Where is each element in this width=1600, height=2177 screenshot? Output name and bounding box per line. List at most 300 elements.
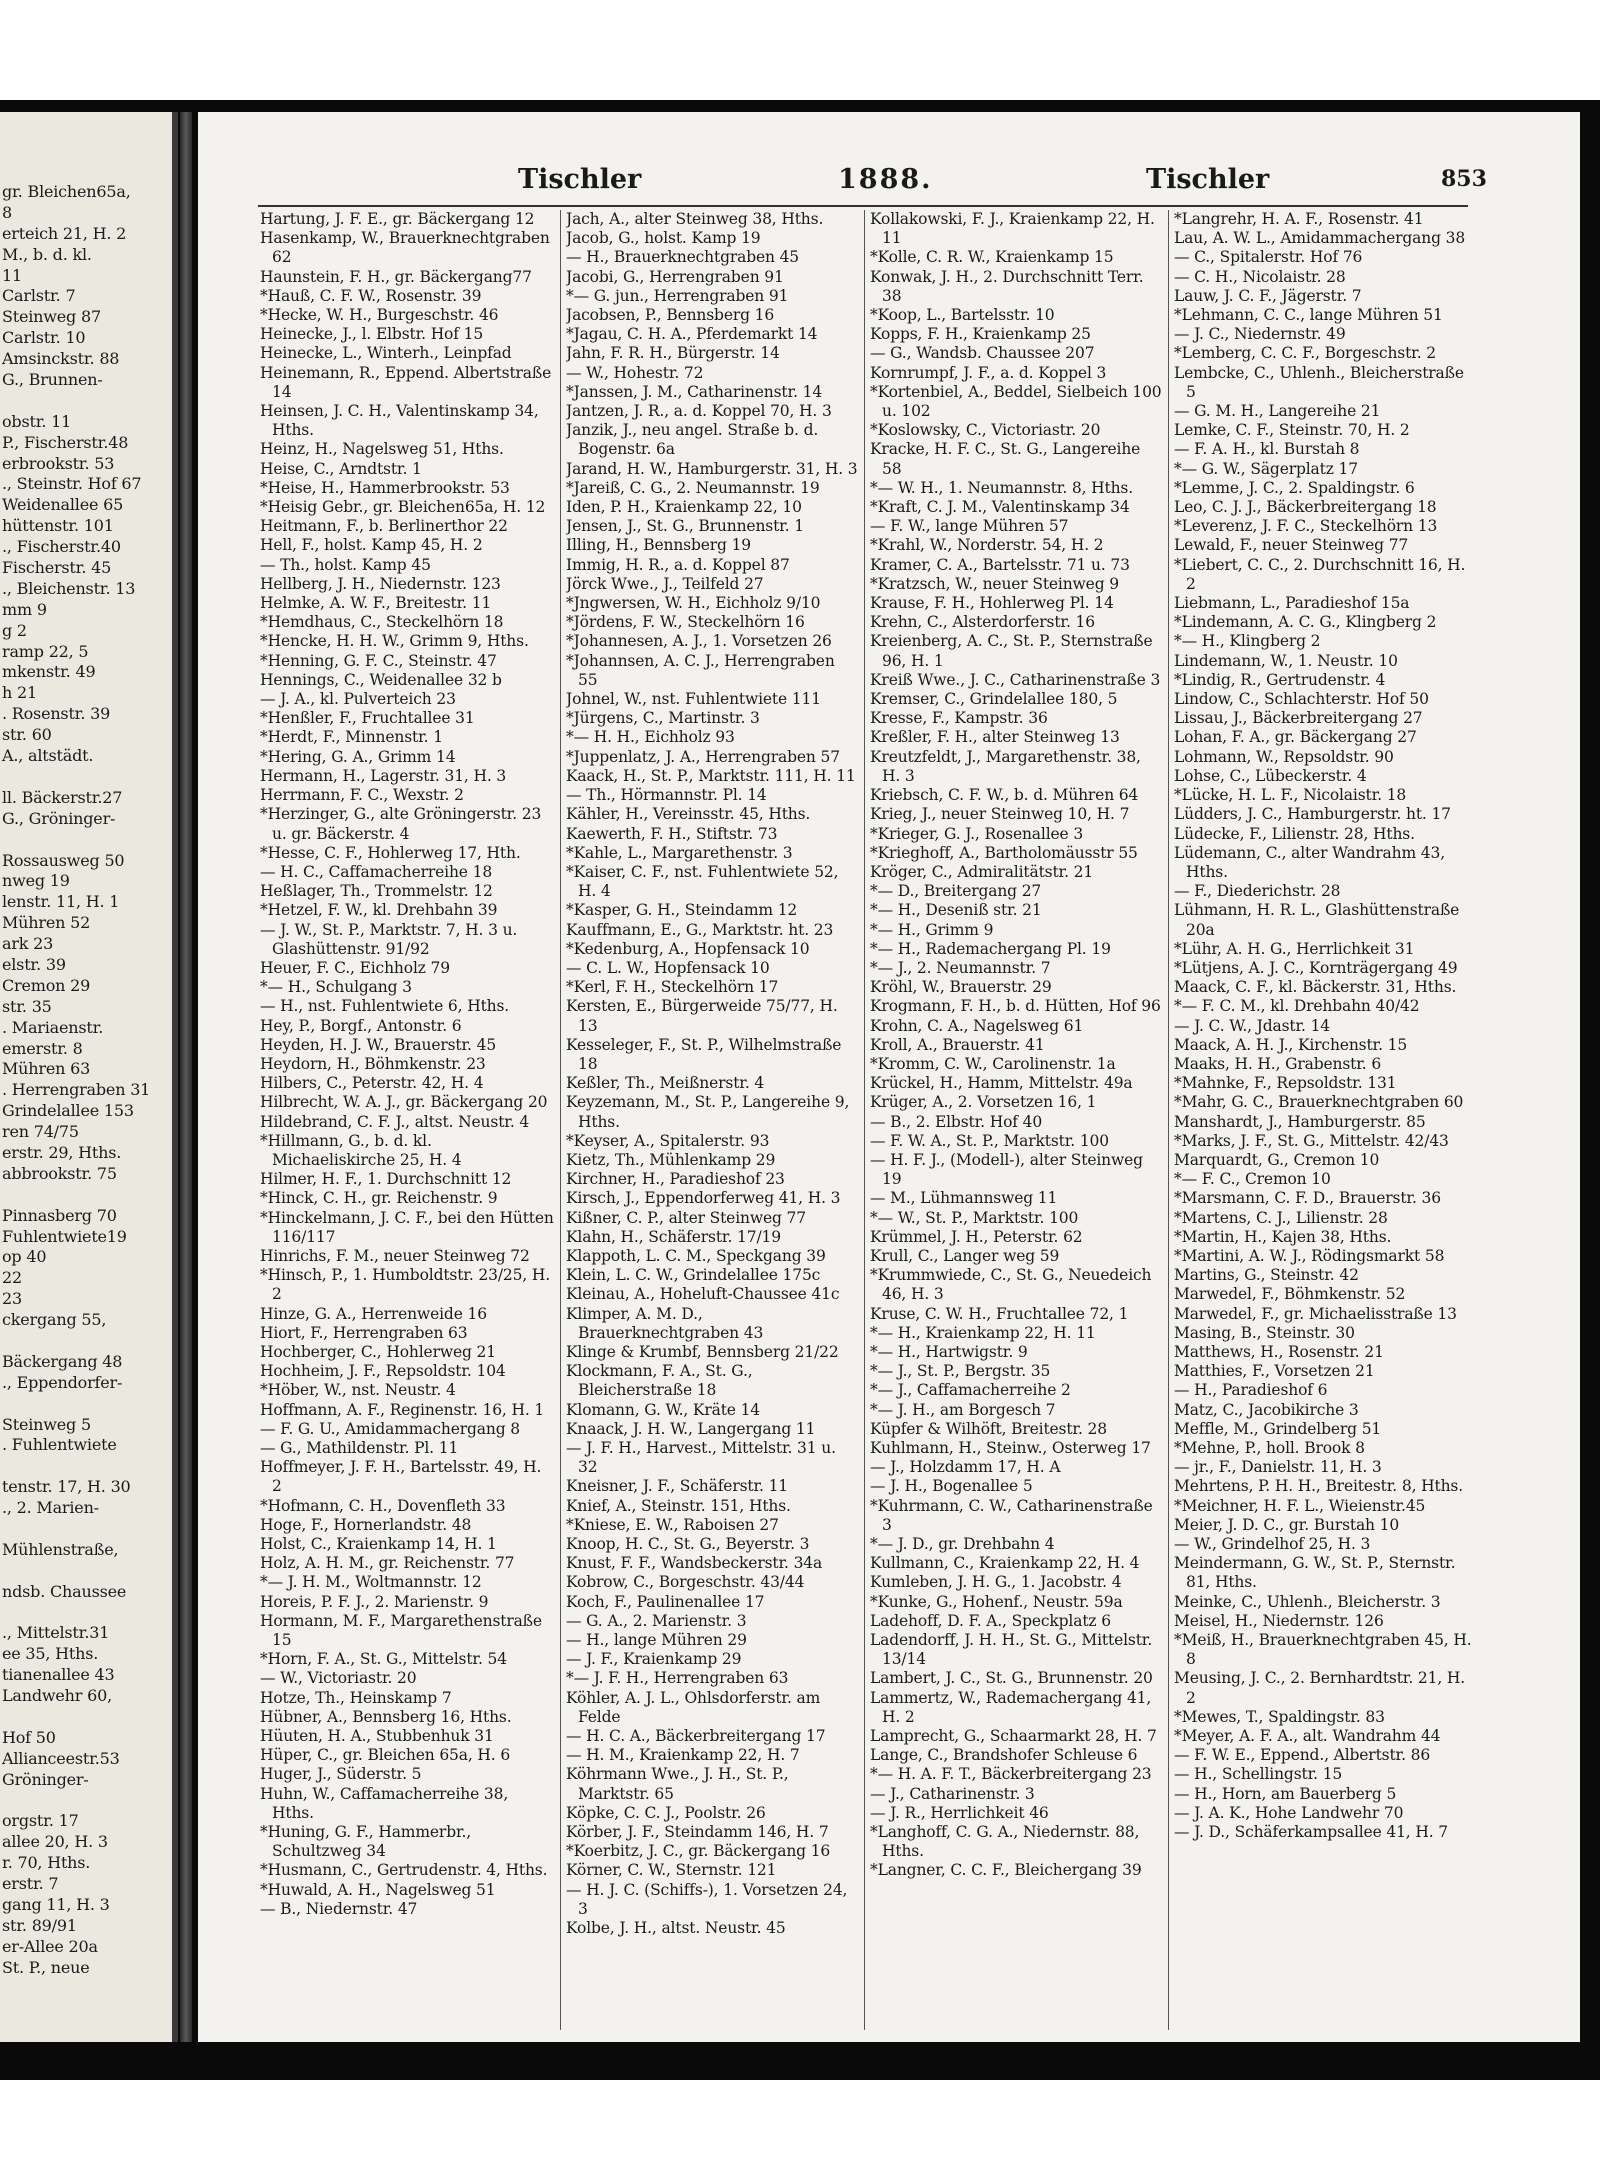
left-page-line: Mühlenstraße,: [2, 1539, 119, 1559]
left-page-line: ll. Bäckerstr.27: [2, 787, 123, 807]
directory-entry: — H. C. A., Bäckerbreitergang 17: [566, 1727, 826, 1746]
directory-entry: Kopps, F. H., Kraienkamp 25: [870, 325, 1091, 344]
left-page-line: ., Eppendorfer-: [2, 1372, 123, 1392]
directory-entry: *Koop, L., Bartelsstr. 10: [870, 306, 1055, 325]
directory-entry: Lissau, J., Bäckerbreitergang 27: [1174, 709, 1423, 728]
directory-entry: Maack, C. F., kl. Bäckerstr. 31, Hths.: [1174, 978, 1457, 997]
directory-entry: Krause, F. H., Hohlerweg Pl. 14: [870, 594, 1114, 613]
scan-edge: [1580, 112, 1600, 2042]
directory-entry: *— J., Caffamacherreihe 2: [870, 1381, 1071, 1400]
directory-entry: Jörck Wwe., J., Teilfeld 27: [566, 574, 764, 593]
directory-entry: Lembcke, C., Uhlenh., Bleicherstraße 5: [1174, 363, 1464, 401]
directory-entry: Hermann, H., Lagerstr. 31, H. 3: [260, 766, 507, 785]
directory-entry: Heitmann, F., b. Berlinerthor 22: [260, 517, 508, 536]
directory-entry: *Mahnke, F., Repsoldstr. 131: [1174, 1074, 1397, 1093]
left-page-line: . Rosenstr. 39: [2, 704, 111, 724]
directory-entry: *Hetzel, F. W., kl. Drehbahn 39: [260, 901, 498, 920]
directory-entry: *Krieghoff, A., Bartholomäusstr 55: [870, 843, 1138, 862]
left-page-line: Gröninger-: [2, 1769, 89, 1789]
directory-entry: Jahn, F. R. H., Bürgerstr. 14: [566, 344, 780, 363]
directory-entry: Marwedel, F., gr. Michaelisstraße 13: [1174, 1304, 1457, 1323]
entry-column-4: [1174, 210, 1476, 2030]
directory-entry: *Jördens, F. W., Steckelhörn 16: [566, 613, 805, 632]
directory-entry: *Johannesen, A. J., 1. Vorsetzen 26: [566, 632, 832, 651]
directory-entry: *Lindemann, A. C. G., Klingberg 2: [1174, 613, 1437, 632]
directory-entry: Lühmann, H. R. L., Glashüttenstraße 20a: [1174, 901, 1460, 939]
left-page-line: ., Fischerstr.40: [2, 537, 121, 557]
directory-entry: Lindemann, W., 1. Neustr. 10: [1174, 651, 1398, 670]
directory-entry: *Johannsen, A. C. J., Herrengraben 55: [566, 651, 835, 689]
left-page-line: [0, 1331, 172, 1352]
left-page-line: [0, 830, 172, 851]
directory-entry: Leo, C. J. J., Bäckerbreitergang 18: [1174, 498, 1437, 517]
directory-page: [198, 112, 1580, 2042]
directory-entry: — B., 2. Elbstr. Hof 40: [870, 1112, 1043, 1131]
directory-entry: *Marsmann, C. F. D., Brauerstr. 36: [1174, 1189, 1441, 1208]
left-page-line: [0, 1519, 172, 1540]
directory-entry: *Herdt, F., Minnenstr. 1: [260, 728, 443, 747]
left-page-line: Mühren 52: [2, 913, 91, 933]
directory-entry: *Jürgens, C., Martinstr. 3: [566, 709, 760, 728]
directory-entry: Maaks, H. H., Grabenstr. 6: [1174, 1054, 1382, 1073]
directory-entry: Krüger, A., 2. Vorsetzen 16, 1: [870, 1093, 1097, 1112]
left-page-line: G., Gröninger-: [2, 808, 116, 828]
directory-entry: Helmke, A. W. F., Breitestr. 11: [260, 594, 492, 613]
directory-entry: — Th., Hörmannstr. Pl. 14: [566, 786, 767, 805]
directory-entry: Kresse, F., Kampstr. 36: [870, 709, 1048, 728]
left-page-line: ndsb. Chaussee: [2, 1581, 127, 1601]
left-page-line: 23: [2, 1289, 22, 1309]
left-page-line: Fischerstr. 45: [2, 558, 112, 578]
directory-entry: Hennings, C., Weidenallee 32 b: [260, 670, 502, 689]
left-page-line: str. 60: [2, 725, 52, 745]
directory-entry: Köhler, A. J. L., Ohlsdorferstr. am Felde: [566, 1688, 821, 1726]
directory-entry: Lange, C., Brandshofer Schleuse 6: [870, 1746, 1138, 1765]
left-page-line: [0, 1394, 172, 1415]
directory-entry: Meusing, J. C., 2. Bernhardtstr. 21, H. 2: [1174, 1669, 1466, 1707]
directory-entry: Kollakowski, F. J., Kraienkamp 22, H. 11: [870, 210, 1155, 248]
directory-entry: Krogmann, F. H., b. d. Hütten, Hof 96: [870, 997, 1161, 1016]
directory-entry: — C., Spitalerstr. Hof 76: [1174, 248, 1363, 267]
left-page-line: Hof 50: [2, 1727, 56, 1747]
column-divider: [1168, 210, 1169, 2030]
directory-entry: *Lücke, H. L. F., Nicolaistr. 18: [1174, 786, 1407, 805]
left-page-line: obstr. 11: [2, 411, 72, 431]
directory-entry: — H. C., Caffamacherreihe 18: [260, 862, 493, 881]
directory-entry: Köhrmann Wwe., J. H., St. P., Marktstr. 65: [566, 1765, 789, 1803]
directory-entry: — H., Paradieshof 6: [1174, 1381, 1328, 1400]
directory-entry: — F. W. E., Eppend., Albertstr. 86: [1174, 1746, 1431, 1765]
directory-entry: Kobrow, C., Borgeschstr. 43/44: [566, 1573, 805, 1592]
directory-entry: *Juppenlatz, J. A., Herrengraben 57: [566, 747, 840, 766]
directory-entry: Kremser, C., Grindelallee 180, 5: [870, 690, 1118, 709]
left-page-line: Rossausweg 50: [2, 850, 125, 870]
directory-entry: *— D., Breitergang 27: [870, 882, 1042, 901]
directory-entry: Kietz, Th., Mühlenkamp 29: [566, 1150, 776, 1169]
directory-entry: Hübner, A., Bennsberg 16, Hths.: [260, 1707, 512, 1726]
left-page-line: [0, 1707, 172, 1728]
directory-entry: *Horn, F. A., St. G., Mittelstr. 54: [260, 1650, 507, 1669]
left-page-fragment: [0, 112, 178, 2042]
left-page-line: M., b. d. kl.: [2, 244, 92, 264]
directory-entry: *— H., Rademachergang Pl. 19: [870, 939, 1111, 958]
left-page-line: Pinnasberg 70: [2, 1205, 117, 1225]
directory-entry: — H., Horn, am Bauerberg 5: [1174, 1784, 1397, 1803]
left-page-line: erstr. 7: [2, 1874, 59, 1894]
left-page-line: Weidenallee 65: [2, 495, 124, 515]
directory-entry: — G., Mathildenstr. Pl. 11: [260, 1439, 459, 1457]
left-page-line: r. 70, Hths.: [2, 1853, 91, 1873]
left-page-line: . Mariaenstr.: [2, 1017, 104, 1037]
directory-entry: *Marks, J. F., St. G., Mittelstr. 42/43: [1174, 1131, 1449, 1150]
directory-entry: *— W., St. P., Marktstr. 100: [870, 1208, 1079, 1227]
directory-entry: — J. R., Herrlichkeit 46: [870, 1803, 1049, 1822]
directory-entry: Jacobsen, P., Bennsberg 16: [566, 306, 775, 325]
directory-entry: — J. C. W., Jdastr. 14: [1174, 1016, 1330, 1035]
directory-entry: Kröger, C., Admiralitätstr. 21: [870, 862, 1094, 881]
directory-entry: Huger, J., Süderstr. 5: [260, 1765, 422, 1784]
directory-entry: Hilbrecht, W. A. J., gr. Bäckergang 20: [260, 1093, 548, 1112]
directory-entry: Holz, A. H. M., gr. Reichenstr. 77: [260, 1554, 515, 1573]
directory-entry: Hilbers, C., Peterstr. 42, H. 4: [260, 1074, 484, 1093]
directory-entry: Matz, C., Jacobikirche 3: [1174, 1400, 1359, 1419]
directory-entry: *Meyer, A. F. A., alt. Wandrahm 44: [1174, 1727, 1441, 1746]
directory-entry: Köpke, C. C. J., Poolstr. 26: [566, 1803, 766, 1822]
directory-entry: Hartung, J. F. E., gr. Bäckergang 12: [260, 210, 535, 228]
directory-entry: *Lindig, R., Gertrudenstr. 4: [1174, 670, 1386, 689]
directory-entry: — J. A. K., Hohe Landwehr 70: [1174, 1803, 1404, 1822]
left-page-line: ., Mittelstr.31: [2, 1623, 110, 1643]
left-page-line: Carlstr. 7: [2, 286, 76, 306]
book-gutter: [180, 112, 192, 2042]
left-page-line: 11: [2, 265, 22, 285]
directory-entry: *Kortenbiel, A., Beddel, Sielbeich 100 u. 102: [870, 382, 1162, 421]
directory-entry: Jacob, G., holst. Kamp 19: [566, 229, 761, 248]
directory-entry: *— H., Grimm 9: [870, 920, 994, 939]
left-page-line: [0, 767, 172, 788]
directory-entry: Hüuten, H. A., Stubbenhuk 31: [260, 1727, 494, 1746]
directory-entry: *— H. A. F. T., Bäckerbreitergang 23: [870, 1765, 1152, 1784]
directory-entry: Klahn, H., Schäferstr. 17/19: [566, 1227, 781, 1246]
directory-entry: Kroll, A., Brauerstr. 41: [870, 1035, 1045, 1054]
directory-entry: — F. A. H., kl. Burstah 8: [1174, 440, 1360, 459]
directory-entry: *— H., Kraienkamp 22, H. 11: [870, 1323, 1096, 1342]
directory-entry: Ladehoff, D. F. A., Speckplatz 6: [870, 1611, 1111, 1630]
directory-entry: Kleinau, A., Hoheluft-Chaussee 41c: [566, 1285, 840, 1304]
directory-entry: — W., Hohestr. 72: [566, 363, 704, 382]
directory-entry: Hochheim, J. F., Repsoldstr. 104: [260, 1362, 506, 1381]
directory-entry: Hoge, F., Hornerlandstr. 48: [260, 1515, 472, 1534]
directory-entry: Kreiß Wwe., J. C., Catharinenstraße 3: [870, 670, 1161, 689]
directory-entry: Iden, P. H., Kraienkamp 22, 10: [566, 498, 802, 517]
directory-entry: Kauffmann, E., G., Marktstr. ht. 23: [566, 920, 834, 939]
directory-entry: Kneisner, J. F., Schäferstr. 11: [566, 1477, 789, 1496]
directory-entry: *— H., Klingberg 2: [1174, 632, 1321, 651]
directory-entry: Knief, A., Steinstr. 151, Hths.: [566, 1496, 791, 1515]
directory-entry: Kracke, H. F. C., St. G., Langereihe 58: [870, 440, 1141, 478]
directory-entry: *Kromm, C. W., Carolinenstr. 1a: [870, 1054, 1116, 1073]
directory-entry: — H., lange Mühren 29: [566, 1631, 747, 1650]
directory-entry: — J. C., Niedernstr. 49: [1174, 325, 1346, 344]
directory-entry: Heinecke, L., Winterh., Leinpfad: [260, 344, 512, 363]
directory-entry: — H., nst. Fuhlentwiete 6, Hths.: [260, 997, 510, 1016]
directory-entry: *Husmann, C., Gertrudenstr. 4, Hths.: [260, 1861, 548, 1880]
directory-entry: Hoffmeyer, J. F. H., Bartelsstr. 49, H. 2: [260, 1458, 542, 1496]
column-divider: [864, 210, 865, 2030]
left-page-line: Bäckergang 48: [2, 1351, 123, 1371]
directory-entry: Kreienberg, A. C., St. P., Sternstraße 96, H. 1: [870, 632, 1153, 670]
directory-entry: *Langner, C. C. F., Bleichergang 39: [870, 1861, 1142, 1880]
directory-entry: Marquardt, G., Cremon 10: [1174, 1150, 1380, 1169]
directory-entry: *— J. H. M., Woltmannstr. 12: [260, 1573, 482, 1592]
directory-entry: Kullmann, C., Kraienkamp 22, H. 4: [870, 1554, 1140, 1573]
directory-entry: — B., Niedernstr. 47: [260, 1899, 418, 1918]
directory-entry: Krehn, C., Alsterdorferstr. 16: [870, 613, 1095, 632]
directory-entry: Kröhl, W., Brauerstr. 29: [870, 978, 1052, 997]
directory-entry: — jr., F., Danielstr. 11, H. 3: [1174, 1458, 1382, 1477]
directory-entry: Heyden, H. J. W., Brauerstr. 45: [260, 1035, 497, 1054]
left-page-line: [0, 1603, 172, 1624]
directory-entry: Keyzemann, M., St. P., Langereihe 9, Hths.: [566, 1093, 850, 1131]
directory-entry: Hey, P., Borgf., Antonstr. 6: [260, 1016, 462, 1035]
directory-entry: Kesseleger, F., St. P., Wilhelmstraße 18: [566, 1035, 842, 1073]
directory-entry: *Hofmann, C. H., Dovenfleth 33: [260, 1496, 506, 1515]
directory-entry: *Krieger, G. J., Rosenallee 3: [870, 824, 1084, 843]
left-page-line: str. 89/91: [2, 1915, 77, 1935]
directory-entry: *— G. jun., Herrengraben 91: [566, 286, 789, 305]
left-page-line: G., Brunnen-: [2, 370, 103, 390]
directory-entry: — C. L. W., Hopfensack 10: [566, 958, 770, 977]
directory-entry: *Hering, G. A., Grimm 14: [260, 747, 456, 766]
left-page-line: orgstr. 17: [2, 1811, 79, 1831]
directory-entry: *Kerl, F. H., Steckelhörn 17: [566, 978, 779, 997]
directory-entry: Koch, F., Paulinenallee 17: [566, 1592, 765, 1611]
left-page-line: str. 35: [2, 996, 52, 1016]
directory-entry: — F. W., lange Mühren 57: [870, 517, 1069, 536]
directory-entry: *Hencke, H. H. W., Grimm 9, Hths.: [260, 632, 529, 651]
directory-entry: — F., Diederichstr. 28: [1174, 882, 1341, 901]
directory-entry: Kreutzfeldt, J., Margarethenstr. 38, H. 3: [870, 747, 1141, 785]
left-page-line: erbrookstr. 53: [2, 453, 115, 473]
directory-entry: *Lütjens, A. J. C., Kornträgergang 49: [1174, 958, 1458, 977]
directory-entry: Haunstein, F. H., gr. Bäckergang77: [260, 267, 532, 286]
left-page-line: h 21: [2, 683, 37, 703]
left-page-line: ee 35, Hths.: [2, 1644, 99, 1664]
directory-entry: Kolbe, J. H., altst. Neustr. 45: [566, 1919, 786, 1938]
directory-entry: — J. H., Bogenallee 5: [870, 1477, 1033, 1496]
directory-entry: *Kniese, E. W., Raboisen 27: [566, 1515, 779, 1534]
directory-entry: *Hauß, C. F. W., Rosenstr. 39: [260, 286, 482, 305]
directory-entry: Kuhlmann, H., Steinw., Osterweg 17: [870, 1439, 1151, 1457]
directory-entry: Heinsen, J. C. H., Valentinskamp 34, Hths.: [260, 402, 539, 440]
header-rule: [258, 205, 1468, 207]
directory-entry: Meisel, H., Niedernstr. 126: [1174, 1611, 1384, 1630]
directory-entry: *Meichner, H. F. L., Wieienstr.45: [1174, 1496, 1426, 1515]
directory-entry: *Hesse, C. F., Hohlerweg 17, Hth.: [260, 843, 521, 862]
left-page-line: Landwehr 60,: [2, 1686, 112, 1706]
directory-entry: *Heise, H., Hammerbrookstr. 53: [260, 478, 510, 497]
directory-entry: Körner, C. W., Sternstr. 121: [566, 1861, 777, 1880]
directory-entry: Hormann, M. F., Margarethenstraße 15: [260, 1611, 542, 1650]
directory-entry: Marwedel, F., Böhmkenstr. 52: [1174, 1285, 1406, 1304]
left-page-line: Mühren 63: [2, 1059, 91, 1079]
left-page-line: er-Allee 20a: [2, 1936, 98, 1956]
directory-entry: *Jngwersen, W. H., Eichholz 9/10: [566, 594, 821, 613]
directory-entry: Masing, B., Steinstr. 30: [1174, 1323, 1355, 1342]
directory-entry: Lammertz, W., Rademachergang 41, H. 2: [870, 1688, 1152, 1726]
directory-entry: *Kaiser, C. F., nst. Fuhlentwiete 52, H. 4: [566, 862, 839, 901]
directory-entry: Hiort, F., Herrengraben 63: [260, 1323, 468, 1342]
directory-entry: — G., Wandsb. Chaussee 207: [870, 344, 1095, 363]
directory-entry: Klinge & Krumbf, Bennsberg 21/22: [566, 1342, 839, 1361]
directory-entry: *Koslowsky, C., Victoriastr. 20: [870, 421, 1101, 440]
directory-entry: *Langhoff, C. G. A., Niedernstr. 88, Hths.: [870, 1823, 1140, 1861]
directory-entry: Immig, H. R., a. d. Koppel 87: [566, 555, 790, 574]
left-page-line: mm 9: [2, 599, 47, 619]
directory-entry: *Lemme, J. C., 2. Spaldingstr. 6: [1174, 478, 1415, 497]
left-page-line: ., 2. Marien-: [2, 1498, 99, 1518]
directory-entry: *— G. W., Sägerplatz 17: [1174, 459, 1358, 478]
directory-entry: *Henning, G. F. C., Steinstr. 47: [260, 651, 497, 670]
directory-entry: Lau, A. W. L., Amidammachergang 38: [1174, 229, 1466, 248]
directory-entry: — J. D., Schäferkampsallee 41, H. 7: [1174, 1823, 1448, 1842]
column-divider: [560, 210, 561, 2030]
directory-entry: Hell, F., holst. Kamp 45, H. 2: [260, 536, 483, 555]
directory-entry: *Liebert, C. C., 2. Durchschnitt 16, H. 2: [1174, 555, 1466, 593]
directory-entry: Meindermann, G. W., St. P., Sternstr. 81, Hths.: [1174, 1554, 1456, 1592]
directory-entry: *— H., Deseniß str. 21: [870, 901, 1042, 920]
left-page-line: ramp 22, 5: [2, 641, 89, 661]
directory-entry: Meffle, M., Grindelberg 51: [1174, 1419, 1382, 1438]
directory-entry: Heinz, H., Nagelsweg 51, Hths.: [260, 440, 504, 459]
directory-entry: Keßler, Th., Meißnerstr. 4: [566, 1074, 765, 1093]
directory-entry: *Koerbitz, J. C., gr. Bäckergang 16: [566, 1842, 831, 1861]
directory-entry: Krohn, C. A., Nagelsweg 61: [870, 1016, 1084, 1035]
directory-entry: Lamprecht, G., Schaarmarkt 28, H. 7: [870, 1727, 1157, 1746]
directory-entry: *Hecke, W. H., Burgeschstr. 46: [260, 306, 499, 325]
directory-entry: Heßlager, Th., Trommelstr. 12: [260, 882, 493, 901]
directory-entry: Jach, A., alter Steinweg 38, Hths.: [566, 210, 824, 228]
directory-entry: *Lühr, A. H. G., Herrlichkeit 31: [1174, 939, 1415, 958]
left-page-line: op 40: [2, 1247, 47, 1267]
directory-entry: Martins, G., Steinstr. 42: [1174, 1266, 1359, 1285]
directory-entry: *Kraft, C. J. M., Valentinskamp 34: [870, 498, 1130, 517]
directory-entry: Jarand, H. W., Hamburgerstr. 31, H. 3: [566, 459, 858, 478]
left-page-line: [0, 1791, 172, 1812]
directory-entry: *Langrehr, H. A. F., Rosenstr. 41: [1174, 210, 1424, 228]
directory-entry: Matthews, H., Rosenstr. 21: [1174, 1342, 1384, 1361]
directory-entry: *— J., 2. Neumannstr. 7: [870, 958, 1051, 977]
directory-entry: — C. H., Nicolaistr. 28: [1174, 267, 1346, 286]
directory-entry: Heinecke, J., l. Elbstr. Hof 15: [260, 325, 484, 344]
directory-entry: *Kolle, C. R. W., Kraienkamp 15: [870, 248, 1114, 267]
directory-entry: Kramer, C. A., Bartelsstr. 71 u. 73: [870, 555, 1130, 574]
directory-entry: *Jareiß, C. G., 2. Neumannstr. 19: [566, 478, 820, 497]
directory-entry: Hoffmann, A. F., Reginenstr. 16, H. 1: [260, 1400, 545, 1419]
left-page-line: allee 20, H. 3: [2, 1832, 108, 1852]
directory-entry: Jensen, J., St. G., Brunnenstr. 1: [566, 517, 804, 536]
page-header: [198, 164, 1580, 204]
directory-entry: Jacobi, G., Herrengraben 91: [566, 267, 784, 286]
directory-entry: Kißner, C. P., alter Steinweg 77: [566, 1208, 806, 1227]
directory-entry: *Martin, H., Kajen 38, Hths.: [1174, 1227, 1392, 1246]
directory-entry: Kriebsch, C. F. W., b. d. Mühren 64: [870, 786, 1139, 805]
directory-entry: — J. F. H., Harvest., Mittelstr. 31 u. 32: [566, 1439, 836, 1477]
directory-entry: *— W. H., 1. Neumannstr. 8, Hths.: [870, 478, 1134, 497]
left-page-line: ., Bleichenstr. 13: [2, 578, 136, 598]
directory-entry: *— F. C. M., kl. Drehbahn 40/42: [1174, 997, 1420, 1016]
left-page-line: Amsinckstr. 88: [2, 349, 120, 369]
left-page-line: ., Steinstr. Hof 67: [2, 474, 142, 494]
directory-entry: *Mehne, P., holl. Brook 8: [1174, 1439, 1365, 1457]
directory-entry: Matthies, F., Vorsetzen 21: [1174, 1362, 1375, 1381]
directory-entry: Heise, C., Arndtstr. 1: [260, 459, 422, 478]
directory-entry: Hilmer, H. F., 1. Durchschnitt 12: [260, 1170, 512, 1189]
left-page-line: . Herrengraben 31: [2, 1080, 151, 1100]
left-page-line: Fuhlentwiete19: [2, 1226, 127, 1246]
directory-entry: Huhn, W., Caffamacherreihe 38, Hths.: [260, 1784, 509, 1822]
directory-entry: *— H., Hartwigstr. 9: [870, 1342, 1028, 1361]
directory-entry: *Kedenburg, A., Hopfensack 10: [566, 939, 810, 958]
left-page-line: Cremon 29: [2, 975, 91, 995]
left-page-line: abbrookstr. 75: [2, 1163, 117, 1183]
directory-entry: *Hinsch, P., 1. Humboldtstr. 23/25, H. 2: [260, 1266, 551, 1304]
left-page-line: ren 74/75: [2, 1122, 79, 1142]
directory-entry: Lambert, J. C., St. G., Brunnenstr. 20: [870, 1669, 1153, 1688]
directory-entry: Kaewerth, F. H., Stiftstr. 73: [566, 824, 778, 843]
directory-entry: Meinke, C., Uhlenh., Bleicherstr. 3: [1174, 1592, 1441, 1611]
directory-entry: Manshardt, J., Hamburgerstr. 85: [1174, 1112, 1426, 1131]
directory-entry: Klimper, A. M. D., Brauerknechtgraben 43: [566, 1304, 764, 1342]
directory-entry: *Kuhrmann, C. W., Catharinenstraße 3: [870, 1496, 1153, 1534]
left-page-line: [0, 1561, 172, 1582]
directory-entry: — J. A., kl. Pulverteich 23: [260, 690, 456, 709]
directory-entry: Körber, J. F., Steindamm 146, H. 7: [566, 1823, 829, 1842]
directory-entry: Hotze, Th., Heinskamp 7: [260, 1688, 452, 1707]
directory-entry: Herrmann, F. C., Wexstr. 2: [260, 786, 464, 805]
header-right-title: Tischler: [1146, 164, 1270, 195]
directory-entry: *Mewes, T., Spaldingstr. 83: [1174, 1707, 1385, 1726]
directory-entry: *Höber, W., nst. Neustr. 4: [260, 1381, 456, 1400]
left-page-line: Steinweg 5: [2, 1414, 91, 1434]
directory-entry: *Martini, A. W. J., Rödingsmarkt 58: [1174, 1246, 1445, 1265]
directory-entry: *Lehmann, C. C., lange Mühren 51: [1174, 306, 1443, 325]
directory-entry: Konwak, J. H., 2. Durchschnitt Terr. 38: [870, 267, 1144, 305]
left-page-line: Grindelallee 153: [2, 1101, 134, 1121]
directory-entry: Lewald, F., neuer Steinweg 77: [1174, 536, 1409, 555]
directory-entry: — H. J. C. (Schiffs-), 1. Vorsetzen 24, 3: [566, 1880, 848, 1918]
directory-entry: Heydorn, H., Böhmkenstr. 23: [260, 1054, 486, 1073]
directory-entry: Kruse, C. W. H., Fruchtallee 72, 1: [870, 1304, 1129, 1323]
directory-entry: Lüdecke, F., Lilienstr. 28, Hths.: [1174, 824, 1415, 843]
directory-entry: *Kratzsch, W., neuer Steinweg 9: [870, 574, 1119, 593]
left-page-line: erstr. 29, Hths.: [2, 1142, 122, 1162]
directory-entry: Klockmann, F. A., St. G., Bleicherstraße 18: [566, 1362, 753, 1400]
directory-entry: Hinrichs, F. M., neuer Steinweg 72: [260, 1246, 530, 1265]
directory-entry: Kähler, H., Vereinsstr. 45, Hths.: [566, 805, 811, 824]
directory-entry: *Heisig Gebr., gr. Bleichen65a, H. 12: [260, 498, 546, 517]
directory-entry: Küpfer & Wilhöft, Breitestr. 28: [870, 1419, 1107, 1438]
left-page-line: 8: [2, 202, 12, 222]
directory-entry: Mehrtens, P. H. H., Breitestr. 8, Hths.: [1174, 1477, 1463, 1496]
directory-entry: — H. F. J., (Modell-), alter Steinweg 19: [870, 1150, 1143, 1189]
directory-entry: *— J. D., gr. Drehbahn 4: [870, 1535, 1055, 1554]
left-page-line: Allianceestr.53: [2, 1748, 120, 1768]
page-number: 853: [1441, 166, 1487, 192]
directory-entry: Hochberger, C., Hohlerweg 21: [260, 1342, 496, 1361]
directory-entry: — G. M. H., Langereihe 21: [1174, 402, 1381, 421]
left-page-line: hüttenstr. 101: [2, 516, 114, 536]
